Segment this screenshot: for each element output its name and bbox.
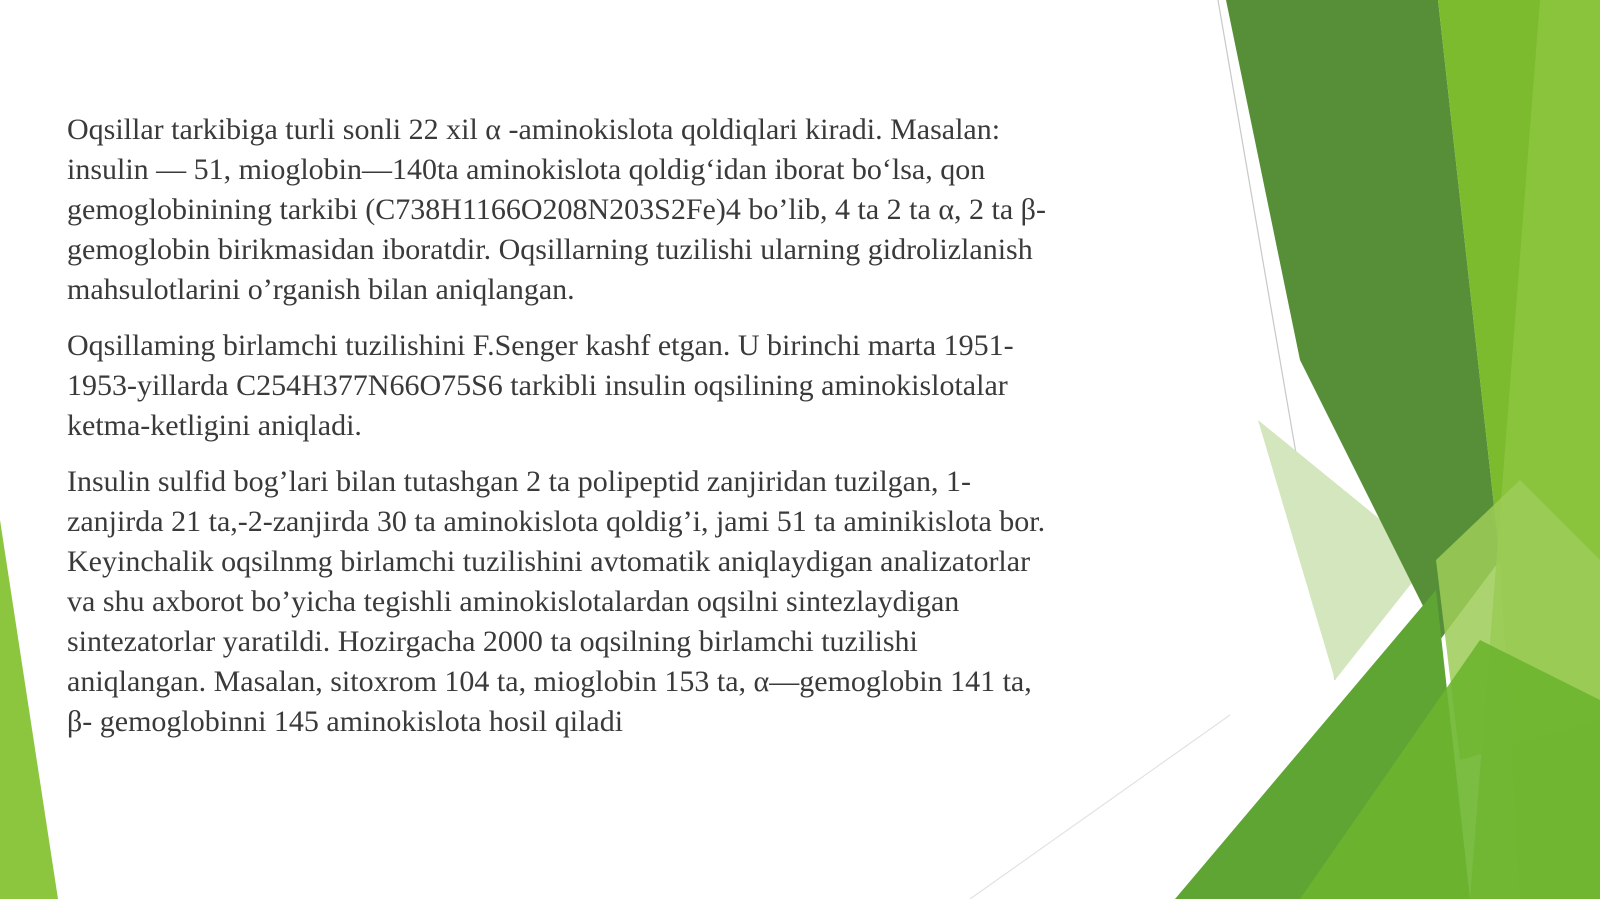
slide-body-text bbox=[67, 110, 1167, 758]
paragraph-2: Oqsillaming birlamchi tuzilishini F.Senger kashf etgan. U birinchi marta 1951- 1953-yillarda C254H377N66O75S6 tarkibli insulin oqsilining aminokislotalar ketma-ketligini aniqladi. bbox=[67, 329, 1014, 442]
left-green-facet bbox=[0, 520, 58, 899]
paragraph-3: Insulin sulfid bog’lari bilan tutashgan 2 ta polipeptid zanjiridan tuzilgan, 1- zanjirda 21 ta,-2-zanjirda 30 ta aminokislota qoldig’i, jami 51 ta aminikislota bor. Keyinchalik oqsilnmg birlamchi tuzilishini avtomatik aniqlaydigan analizatorlar va shu axborot bo’yicha tegishli aminokislotalardan oqsilni sintezlaydigan sintezatorlar yaratildi. Hozirgacha 2000 ta oqsilning birlamchi tuzilishi aniqlangan. Masalan, sitoxrom 104 ta, mioglobin 153 ta, α—gemoglobin 141 ta, β- gemoglobinni 145 aminokislota hosil qiladi bbox=[67, 465, 1046, 738]
paragraph-1: Oqsillar tarkibiga turli sonli 22 xil α -aminokislota qoldiqlari kiradi. Masalan: insulin — 51, mioglobin—140ta aminokislota qoldig‘idan iborat bo‘lsa, qon gemoglobinining tarkibi (C738H1166O208N203S2Fe)4 bo’lib, 4 ta 2 ta α, 2 ta β- gemoglobin birikmasidan iboratdir. Oqsillarning tuzilishi ularning gidrolizlanish mahsulotlarini o’rganish bilan aniqlangan. bbox=[67, 113, 1046, 306]
